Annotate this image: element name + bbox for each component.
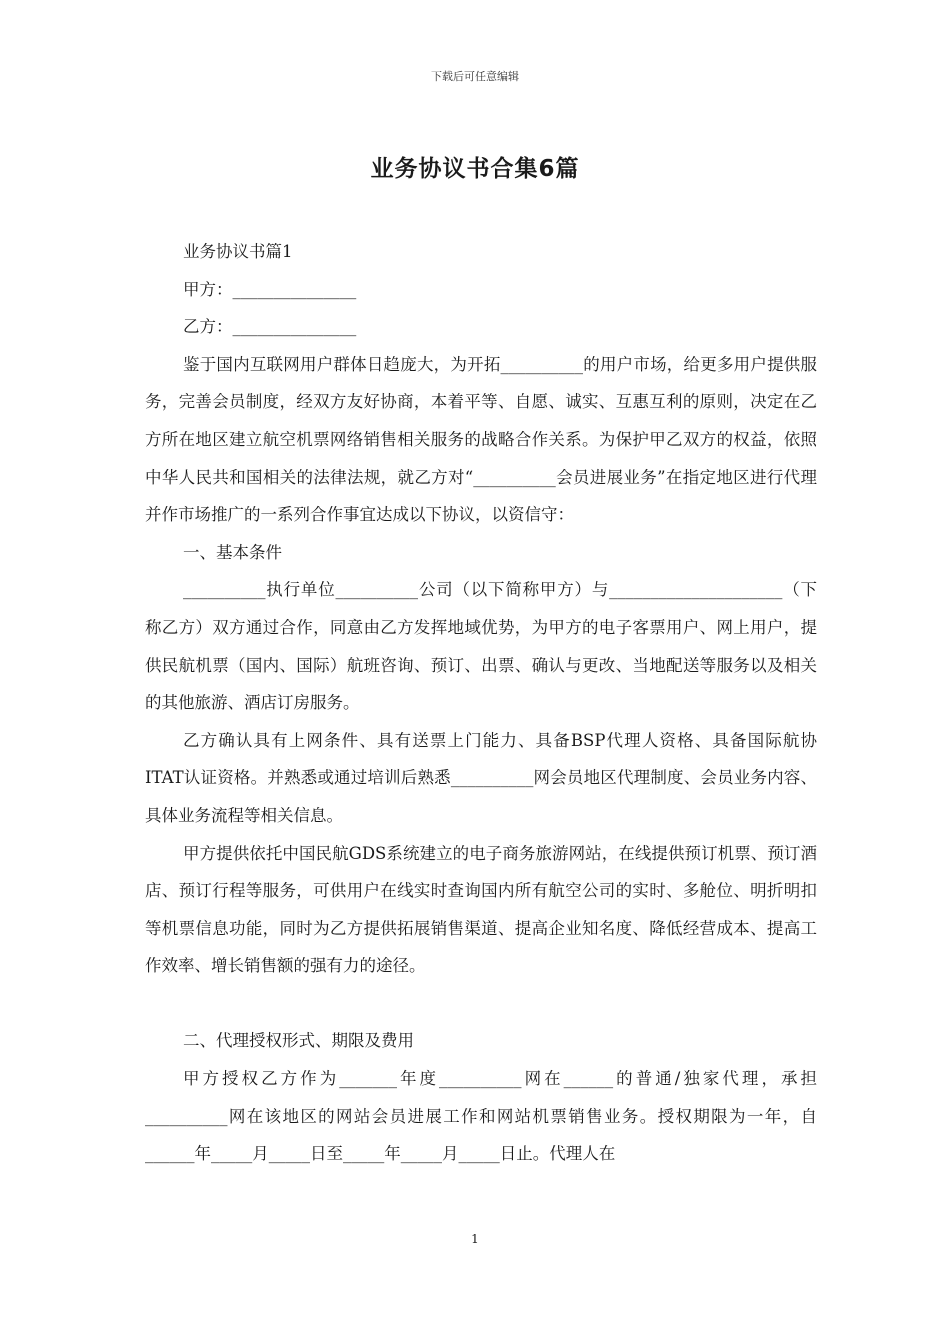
document-title: 业务协议书合集6篇 — [370, 156, 580, 182]
paragraph: 乙方确认具有上网条件、具有送票上门能力、具备BSP代理人资格、具备国际航协ITAT认证资格。并熟悉或通过培训后熟悉__________网会员地区代理制度、会员业务内容、具体业务流程等相关信息。 — [145, 730, 817, 825]
party-a-line: 甲方：_______________ — [183, 279, 357, 299]
paragraph: 鉴于国内互联网用户群体日趋庞大，为开拓__________的用户市场，给更多用户提供服务，完善会员制度，经双方友好协商，本着平等、自愿、诚实、互惠互利的原则，决定在乙方所在地区建立航空机票网络销售相关服务的战略合作关系。为保护甲乙双方的权益，依照中华人民共和国相关的法律法规，就乙方对“__________会员进展业务”在指定地区进行代理并作市场推广的一系列合作事宜达成以下协议，以资信守： — [145, 354, 817, 525]
section-heading: 业务协议书篇1 — [183, 242, 293, 261]
paragraph-gap — [145, 985, 817, 1023]
paragraph: 甲方提供依托中国民航GDS系统建立的电子商务旅游网站，在线提供预订机票、预订酒店、预订行程等服务，可供用户在线实时查询国内所有航空公司的实时、多舱位、明折明扣等机票信息功能，同时为乙方提供拓展销售渠道、提高企业知名度、降低经营成本、提高工作效率、增长销售额的强有力的途径。 — [145, 843, 817, 976]
paragraph: 甲方授权乙方作为_______年度__________网在______的普通/独家代理，承担__________网在该地区的网站会员进展工作和网站机票销售业务。授权期限为一年，自______年_____月_____日至_____年_____月_____日止。代理人在 — [145, 1069, 817, 1164]
party-b-line: 乙方：_______________ — [183, 317, 357, 337]
paragraph: __________执行单位__________公司（以下简称甲方）与_____________________（下称乙方）双方通过合作，同意由乙方发挥地域优势，为甲方的电子客票用户、网上用户，提供民航机票（国内、国际）航班咨询、预订、出票、确认与更改、当地配送等服务以及相关的其他旅游、酒店订房服务。 — [145, 580, 817, 713]
header-note: 下载后可任意编辑 — [431, 70, 519, 83]
section-heading: 一、基本条件 — [183, 542, 282, 562]
document-body — [145, 233, 817, 1173]
section-heading: 二、代理授权形式、期限及费用 — [183, 1031, 414, 1051]
page-number: 1 — [471, 1232, 479, 1246]
